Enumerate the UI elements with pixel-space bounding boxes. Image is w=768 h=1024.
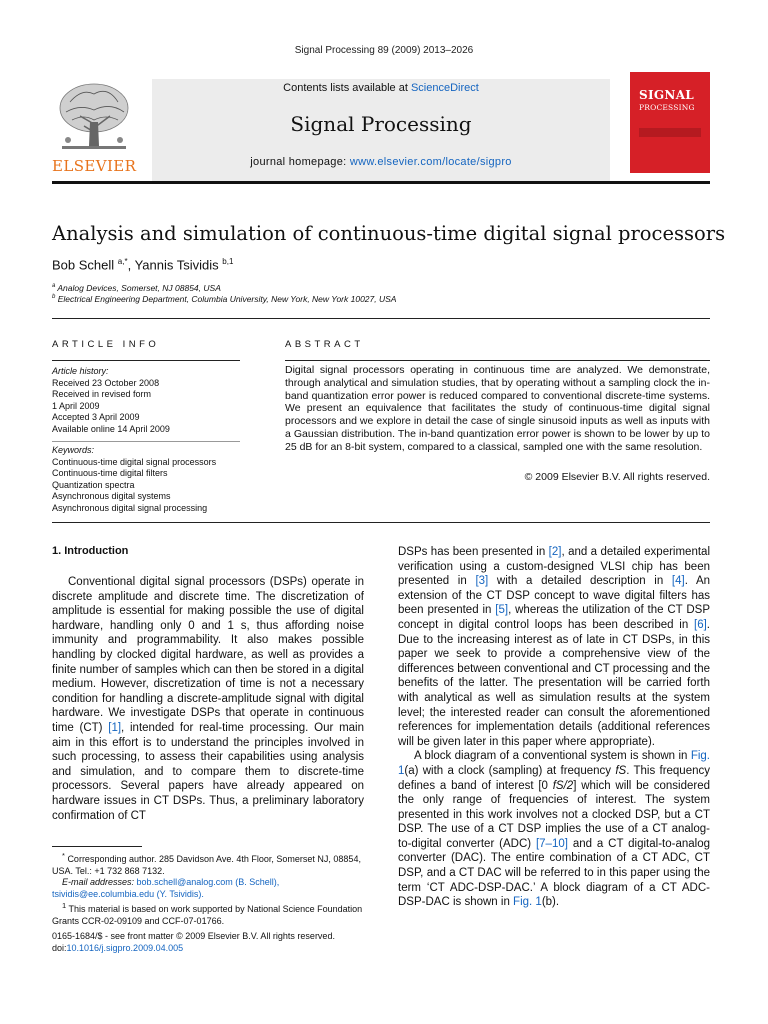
intro-paragraph-1 [52, 575, 364, 823]
journal-title: Signal Processing [290, 112, 472, 136]
intro-paragraph-2 [398, 749, 710, 910]
fn1-text: This material is based on work supported by National Science Foundation Grants CCR-02-09109 and CCF-07-01766. [52, 904, 363, 926]
affiliation-b [52, 294, 396, 304]
keyword-item: Asynchronous digital systems [52, 491, 171, 501]
abstract-text: Digital signal processors operating in continuous time are analyzed. We demonstrate, through analytical and simulation studies, that by operating without a sampling clock the in-band quantization error power is reduced compared to conventional discrete-time systems. We present an equivalence that facilitates the study of continuous-time digital signal processors and we explore in detail the case of single sinusoid inputs as well as inputs with a Gaussian distribution. The in-band quantization error power is shown to be lower by up to 25 dB for an 8-bit system, compared to a classical, sampled one with the same resolution. [285, 364, 710, 453]
author-1: Bob Schell [52, 257, 115, 273]
keyword-item: Quantization spectra [52, 479, 135, 490]
abstract-copyright: © 2009 Elsevier B.V. All rights reserved. [524, 471, 710, 483]
journal-homepage [152, 156, 610, 168]
aff-b-mark: b [52, 294, 56, 301]
cover-title-processing: PROCESSING [639, 103, 695, 112]
header-rule [52, 181, 710, 184]
history-item: Received 23 October 2008 [52, 377, 160, 388]
author-1-sup: a,* [117, 257, 128, 266]
ref-1-link[interactable]: [1] [108, 721, 122, 734]
cover-band [639, 128, 701, 137]
email-label: E-mail addresses: [62, 877, 135, 887]
elsevier-wordmark: ELSEVIER [52, 157, 137, 175]
cover-title-signal: SIGNAL [639, 88, 695, 102]
history-item: Received in revised form [52, 389, 152, 399]
intro-text: Conventional digital signal processors (DSPs) operate in discrete amplitude and discrete time. The discretization of amplitude is essential for making possible the use of digital hardware, handling only 0 and 1 s, thus affording noise immunity and programmability. It also makes possible handling by clocked digital hardware, as well as provides a finite number of samples which can then be stored in a digital medium. However, discretization of time is not a necessary condition for handling a discrete-amplitude signal with digital hardware. We investigate DSPs that operate in continuous time (CT) [52, 576, 364, 734]
email-note [52, 877, 368, 889]
intro-text: . Due to the increasing interest as of late in CT DSPs, in this paper we seek to provide a comprehensive view of the differences between conventional and CT processing and the benefits of the latter. The presentation will be carried forth with analytical as well as simulation results at the system level; the interested reader can consult the aforementioned references for implementation details (additional references will be given later in this paper where appropriate). [398, 618, 710, 748]
history-item: Available online 14 April 2009 [52, 423, 170, 434]
info-rule-mid [52, 441, 240, 442]
journal-reference: Signal Processing 89 (2009) 2013–2026 [294, 45, 474, 56]
ref-6-link[interactable]: [6] [694, 618, 707, 631]
intro-heading: 1. Introduction [52, 545, 129, 557]
fig-1b-link[interactable]: Fig. 1 [513, 896, 542, 909]
corr-text: Corresponding author. 285 Davidson Ave. 4th Floor, Somerset NJ, 08854, USA. Tel.: +1 732 868 7132. [52, 854, 361, 876]
doi-line [52, 943, 335, 955]
intro-text: and a CT digital-to-analog converter (DAC). The entire combination of a CT ADC, CT DSP, and a CT DAC will be referred to in this paper using the term ‘CT ADC-DSP-DAC.’ A block diagram of a CT ADC-DSP-DAC is shown in [398, 837, 710, 909]
article-info-heading: ARTICLE INFO [52, 339, 160, 350]
journal-cover-thumbnail[interactable] [630, 72, 710, 173]
intro-text: . An extension of the CT DSP concept to wave digital filters has been presented in [398, 575, 711, 617]
history-item: Accepted 3 April 2009 [52, 412, 140, 422]
keyword-item: Continuous-time digital signal processors [52, 456, 217, 467]
intro-text: , intended for real-time processing. Our main aim in this effort is to understand the principles involved in such processing, to assess their capabilities using analysis and simulation, and to compare them to discrete-time processors. Several papers have already appeared on hardware issues in CT DSPs. Thus, a preliminary laboratory confirmation of CT [52, 721, 364, 822]
intro-text: (b). [541, 896, 560, 909]
doi-link[interactable]: 10.1016/j.sigpro.2009.04.005 [66, 942, 184, 953]
article-history [52, 366, 170, 435]
half-sampling-frequency-symbol: fS/2 [552, 779, 574, 792]
abstract-rule-top [285, 360, 710, 361]
intro-text: . This frequency defines a band of interest [0 [398, 764, 710, 792]
ref-2-link[interactable]: [2] [548, 546, 562, 558]
article-title: Analysis and simulation of continuous-time digital signal processors [52, 222, 726, 245]
ref-7-10-link[interactable]: [7–10] [535, 837, 568, 850]
homepage-link[interactable]: www.elsevier.com/locate/sigpro [349, 156, 512, 168]
elsevier-tree-logo [52, 80, 136, 156]
footnote-rule [52, 846, 142, 847]
intro-text: with a detailed description in [496, 575, 664, 588]
email-1-link[interactable]: bob.schell@analog.com (B. Schell), [136, 877, 280, 887]
author-separator: , [127, 257, 135, 273]
sciencedirect-link[interactable]: ScienceDirect [410, 82, 479, 94]
contents-prefix: Contents lists available at [283, 82, 408, 94]
intro-text: A block diagram of a conventional system is shown in [414, 750, 688, 763]
abstract-rule-bottom [52, 522, 710, 523]
keywords-label: Keywords: [52, 445, 95, 455]
ref-4-link[interactable]: [4] [671, 575, 685, 588]
corr-mark: * [62, 851, 65, 860]
abstract-heading: ABSTRACT [285, 339, 364, 350]
intro-right-column [398, 545, 710, 910]
issn-line: 0165-1684/$ - see front matter © 2009 Elsevier B.V. All rights reserved. [52, 931, 335, 941]
aff-b-text: Electrical Engineering Department, Columbia University, New York, New York 10027, USA [57, 294, 397, 304]
fn1-mark: 1 [62, 901, 67, 910]
intro-left-column [52, 575, 364, 823]
history-item: 1 April 2009 [52, 400, 100, 411]
ref-3-link[interactable]: [3] [475, 575, 489, 588]
corresponding-author-note [52, 850, 368, 877]
affiliation-a [52, 283, 221, 293]
sampling-frequency-symbol: fS [615, 764, 627, 777]
footnotes [52, 850, 368, 927]
homepage-prefix: journal homepage: [250, 156, 347, 168]
author-line [52, 257, 233, 272]
keyword-item: Asynchronous digital signal processing [52, 502, 208, 513]
affiliation-rule [52, 318, 710, 319]
email-note-line-2 [52, 889, 368, 901]
intro-text: , and a detailed experimental verification using a custom-designed VLSI chip has been presented in [398, 546, 710, 588]
intro-text: (a) with a clock (sampling) at frequency [404, 764, 612, 777]
funding-note [52, 900, 368, 927]
fig-1-link[interactable]: Fig. 1 [398, 750, 710, 777]
doi-label: doi: [52, 942, 67, 953]
intro-text: ] which will be considered the only range of frequencies of interest. The system presented in this work involves not a clocked DSP, but a CT DSP. The use of a CT DSP implies the use of a CT analog-to-digital converter (ADC) [398, 779, 710, 850]
intro-text: DSPs has been presented in [398, 546, 546, 558]
aff-a-text: Analog Devices, Somerset, NJ 08854, USA [57, 283, 221, 293]
author-2-sup: b,1 [222, 257, 234, 266]
ref-5-link[interactable]: [5] [495, 604, 509, 617]
keywords [52, 445, 216, 514]
author-2: Yannis Tsividis [134, 257, 219, 273]
keyword-item: Continuous-time digital filters [52, 468, 168, 478]
intro-paragraph-1-cont [398, 545, 710, 749]
intro-text: , whereas the utilization of the CT DSP concept in digital control loops has been described in [398, 604, 710, 631]
email-2-link[interactable]: tsividis@ee.columbia.edu (Y. Tsividis). [52, 888, 204, 899]
info-rule-top [52, 360, 240, 361]
aff-a-mark: a [52, 283, 56, 290]
contents-available [152, 82, 610, 94]
front-matter [52, 931, 335, 954]
history-label: Article history: [52, 366, 109, 376]
